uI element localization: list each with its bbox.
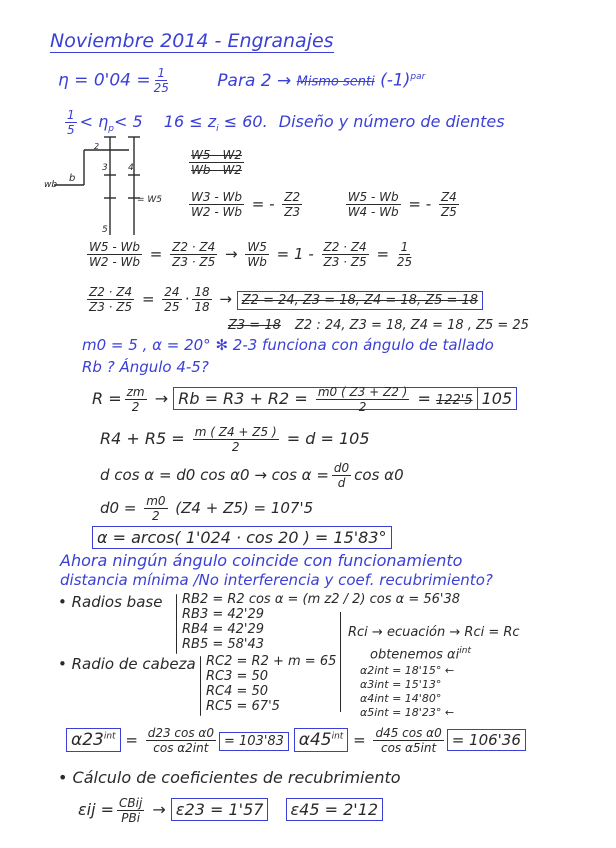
epsilon23-box: ε23 = 1'57 <box>171 798 269 821</box>
frac <box>154 66 169 95</box>
num: m0 <box>146 494 166 508</box>
t: (Z4 + Z5) = 107'5 <box>175 499 314 517</box>
den: cos α2int <box>153 741 209 755</box>
frac <box>125 385 147 414</box>
alpha23-box <box>66 728 121 752</box>
line-constraints <box>62 108 505 137</box>
frac <box>87 240 142 269</box>
num: W5 - Wb <box>89 240 140 254</box>
num: W5 <box>247 240 267 254</box>
num: Z2 <box>284 190 301 204</box>
line-eta <box>58 66 425 95</box>
eq-struck-ratio <box>186 148 247 177</box>
t: p <box>108 124 114 135</box>
epsilon45-box: ε45 = 2'12 <box>286 798 384 821</box>
t: 122'5 <box>435 393 473 408</box>
eq-alpha-result: α = arcos( 1'024 · cos 20 ) = 15'83° <box>92 526 392 549</box>
t: < η <box>79 112 109 131</box>
num: m ( Z4 + Z5 ) <box>194 425 277 439</box>
t: Diseño y número de dientes <box>278 112 505 131</box>
row: α5int = 18'23° ← <box>360 706 455 719</box>
sign-exp: par <box>410 71 426 82</box>
t: = d = 105 <box>286 429 370 448</box>
t: d cos α = d0 cos α0 → cos α = <box>100 466 329 484</box>
t: Z2 : 24, Z3 = 18, Z4 = 18 , Z5 = 25 <box>295 318 529 333</box>
frac <box>87 285 134 314</box>
struck-box: Z2 = 24, Z3 = 18, Z4 = 18, Z5 = 18 <box>237 291 483 310</box>
frac <box>162 285 181 314</box>
row: RC2 = R2 + m = 65 <box>206 654 337 669</box>
t: R = <box>92 389 122 408</box>
num: d45 cos α0 <box>375 726 442 740</box>
eq-radius <box>92 385 517 414</box>
den: Z3 <box>284 205 301 219</box>
frac <box>193 425 279 454</box>
brace <box>340 612 341 712</box>
t: → <box>154 389 169 408</box>
num: W5 - Wb <box>347 190 399 204</box>
t: = <box>353 731 366 749</box>
note-module: m0 = 5 , α = 20° ✻ 2-3 funciona con ángulo de tallado <box>82 336 494 354</box>
t: ≤ 60. <box>223 112 268 131</box>
t: Rb = R3 + R2 = <box>178 389 308 408</box>
num: zm <box>126 385 145 399</box>
alpha-int-list <box>360 664 454 720</box>
t: < 5 <box>114 112 143 131</box>
t: εij = <box>78 800 115 819</box>
den: Z3 · Z5 <box>89 300 133 314</box>
den: 25 <box>164 300 180 314</box>
t: → <box>219 290 232 308</box>
t: = <box>149 245 163 263</box>
t: = <box>141 290 155 308</box>
frac <box>65 108 77 137</box>
den: d <box>337 476 346 490</box>
note-distance: distancia mínima /No interferencia y coef. recubrimiento? <box>60 571 493 589</box>
num: 1 <box>400 240 409 254</box>
head-radii <box>206 654 336 714</box>
t: = 1 - <box>276 245 314 263</box>
t: int <box>459 646 471 656</box>
eq-alpha-int <box>66 726 526 755</box>
frac <box>439 190 459 219</box>
frac <box>373 726 443 755</box>
t: α45 <box>298 730 332 750</box>
alpha23-value: = 103'83 <box>219 732 289 751</box>
den: 25 <box>153 81 169 95</box>
label: wb <box>44 180 58 190</box>
note-question: Rb ? Ángulo 4-5? <box>82 358 209 376</box>
frac <box>332 461 351 490</box>
den: 25 <box>396 255 413 269</box>
row: RB4 = 42'29 <box>182 622 265 637</box>
t: obtenemos αi <box>370 647 460 663</box>
num: W3 - Wb <box>191 190 242 204</box>
den: Wb <box>247 255 267 269</box>
t: i <box>216 124 219 135</box>
label: 5 <box>102 225 108 235</box>
row: RC3 = 50 <box>206 669 269 684</box>
num: Z2 · Z4 <box>89 285 133 299</box>
row: RB5 = 58'43 <box>182 637 265 652</box>
brace <box>176 594 177 654</box>
eq-distance <box>100 425 370 454</box>
frac <box>146 726 216 755</box>
eq-ratio <box>84 240 415 269</box>
t: int <box>331 731 344 742</box>
row: α3int = 15'13° <box>360 678 442 691</box>
frac <box>316 385 410 414</box>
den: W4 - Wb <box>347 205 399 219</box>
note-coefficients: • Cálculo de coeficientes de recubrimiento <box>58 768 401 787</box>
row: α2int = 18'15° ← <box>360 664 455 677</box>
num: 1 <box>157 66 166 80</box>
num: 18 <box>194 285 210 299</box>
frac <box>117 796 144 825</box>
t: 16 ≤ z <box>163 112 217 131</box>
den: W2 - Wb <box>191 205 242 219</box>
frac <box>189 190 244 219</box>
note-angle: Ahora ningún ángulo coincide con funcionamiento <box>60 551 463 570</box>
label: b <box>69 173 76 184</box>
frac <box>170 240 217 269</box>
num: m0 ( Z3 + Z2 ) <box>317 385 408 399</box>
num: d0 <box>333 461 350 475</box>
frac <box>189 148 244 177</box>
t: d0 = <box>100 499 137 517</box>
base-radii <box>182 592 460 652</box>
num: d23 cos α0 <box>147 726 214 740</box>
t: int <box>103 731 116 742</box>
sign-text: (-1) <box>380 70 411 91</box>
right-eq: Rci → ecuación → Rci = Rc <box>348 625 520 640</box>
den: 2 <box>231 440 240 454</box>
label: = W5 <box>137 195 163 205</box>
row: RC5 = 67'5 <box>206 699 280 714</box>
struck-text: Mismo senti <box>296 74 375 90</box>
para-text: Para 2 → <box>217 70 292 91</box>
t: = - <box>408 195 432 213</box>
den: 2 <box>131 400 140 414</box>
num: 1 <box>67 108 75 122</box>
t: α23 <box>71 730 104 750</box>
t: R4 + R5 = <box>100 429 185 448</box>
brace <box>200 656 201 716</box>
rb-value: 105 <box>477 387 518 410</box>
row: RB2 = R2 cos α = (m z2 / 2) cos α = 56'38 <box>182 592 461 607</box>
row: α4int = 14'80° <box>360 692 442 705</box>
frac <box>322 240 369 269</box>
alpha45-box <box>294 728 349 752</box>
eq-d0 <box>100 494 313 523</box>
label: 2 <box>94 142 100 151</box>
frac <box>282 190 302 219</box>
row: RC4 = 50 <box>206 684 269 699</box>
page-title: Noviembre 2014 - Engranajes <box>50 30 334 52</box>
t: = <box>417 389 431 408</box>
eta-text: η = 0'04 = <box>58 70 151 91</box>
den: 2 <box>358 400 367 414</box>
num: CBij <box>119 796 143 810</box>
frac <box>192 285 211 314</box>
t: Z3 = 18 <box>228 318 281 333</box>
den: PBi <box>121 811 141 825</box>
den: 5 <box>67 123 75 137</box>
frac <box>144 494 167 523</box>
label: 4 <box>128 163 134 173</box>
label: 3 <box>102 163 108 173</box>
row: RB3 = 42'29 <box>182 607 265 622</box>
frac <box>397 240 412 269</box>
eq-epsilon <box>78 796 383 825</box>
gear-train-diagram-icon <box>44 135 163 235</box>
num: 24 <box>164 285 180 299</box>
num: Z2 · Z4 <box>323 240 367 254</box>
den: Z3 · Z5 <box>172 255 216 269</box>
eq-willis <box>186 190 462 219</box>
num: Z2 · Z4 <box>172 240 216 254</box>
frac <box>245 240 269 269</box>
den: cos α5int <box>380 741 437 755</box>
den: Z5 <box>440 205 457 219</box>
t: = <box>125 731 138 749</box>
t: = - <box>251 195 275 213</box>
t: → <box>225 245 238 263</box>
eq-cos <box>100 461 404 490</box>
rb-box <box>173 385 476 414</box>
den: W2 - Wb <box>89 255 140 269</box>
eq-teeth: $\frac{Z2 \cdot Z4}{Z3 \cdot Z5}$ = $\frac{24}{25}$ · $\frac{18}{18}$ → Z2 = 24, Z3 = 18, Z4 = 18, Z5 = 18 <box>84 285 483 314</box>
head-label: • Radio de cabeza <box>58 655 196 673</box>
equals-sign: = <box>376 245 390 263</box>
den: 2 <box>152 509 160 523</box>
teeth-values <box>228 318 529 333</box>
den: Z3 · Z5 <box>323 255 367 269</box>
frac <box>346 190 401 219</box>
alpha45-value: = 106'36 <box>447 729 526 751</box>
den: 18 <box>194 300 210 314</box>
base-label: • Radios base <box>58 593 163 611</box>
t: cos α0 <box>354 466 404 484</box>
num: Z4 <box>440 190 457 204</box>
t: → <box>152 800 166 819</box>
right-obtain <box>370 646 471 662</box>
num: W5 - W2 <box>191 148 242 162</box>
den: Wb - W2 <box>191 163 242 177</box>
